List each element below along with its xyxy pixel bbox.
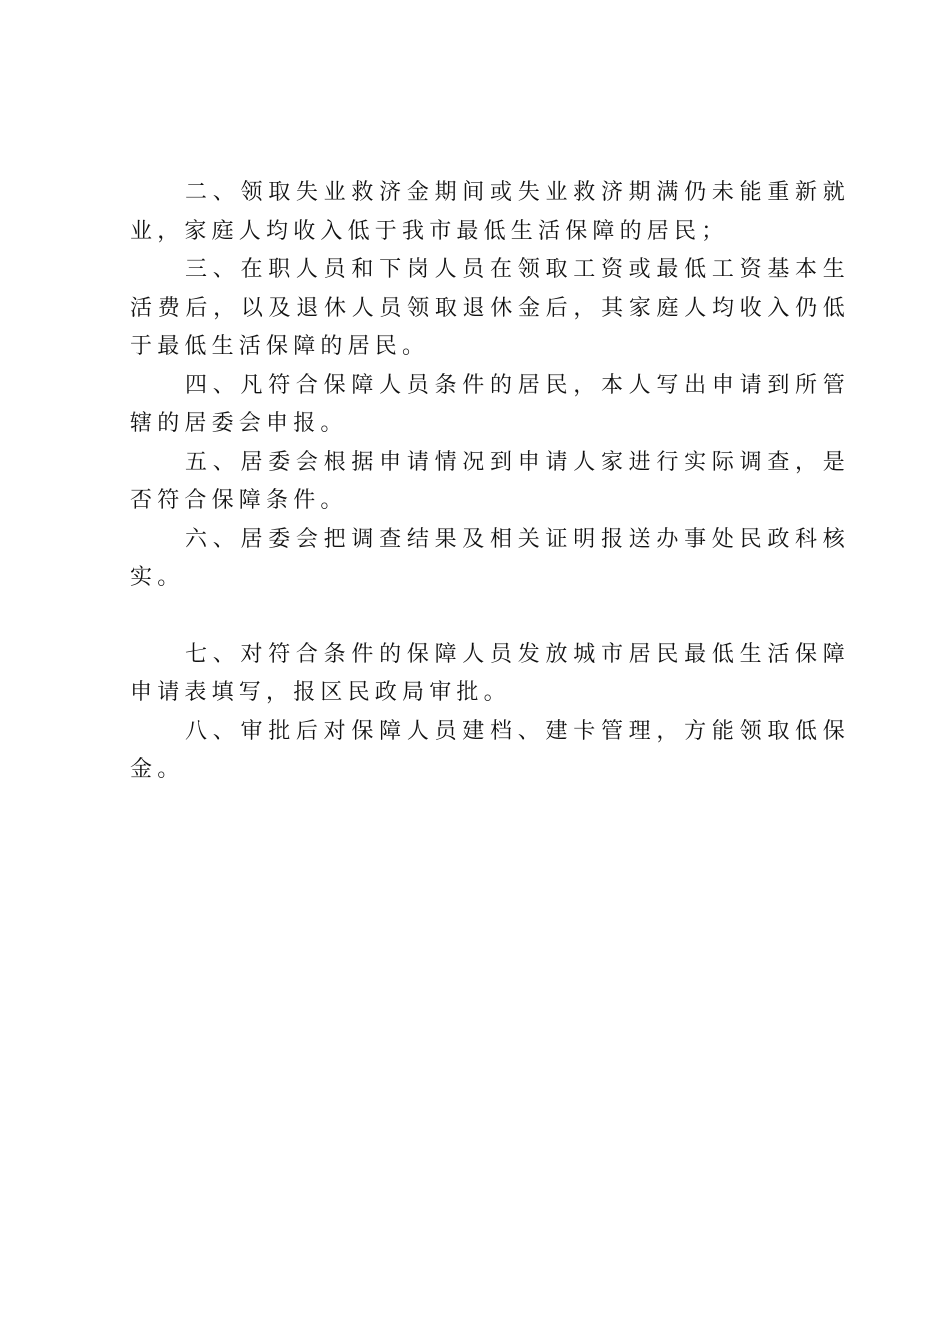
paragraph-3: 三、在职人员和下岗人员在领取工资或最低工资基本生活费后，以及退休人员领取退休金后，其家庭人均收入仍低于最低生活保障的居民。 — [130, 257, 850, 359]
paragraph-5: 五、居委会根据申请情况到申请人家进行实际调查，是否符合保障条件。 — [130, 449, 850, 513]
paragraph-2: 二、领取失业救济金期间或失业救济期满仍未能重新就业，家庭人均收入低于我市最低生活保障的居民； — [130, 180, 850, 244]
paragraph-gap — [130, 598, 850, 636]
paragraph-4: 四、凡符合保障人员条件的居民，本人写出申请到所管辖的居委会申报。 — [130, 372, 850, 436]
paragraph-8: 八、审批后对保障人员建档、建卡管理，方能领取低保金。 — [130, 718, 850, 782]
paragraph-7: 七、对符合条件的保障人员发放城市居民最低生活保障申请表填写，报区民政局审批。 — [130, 641, 850, 705]
paragraph-6: 六、居委会把调查结果及相关证明报送办事处民政科核实。 — [130, 526, 850, 590]
document-body — [130, 174, 850, 790]
